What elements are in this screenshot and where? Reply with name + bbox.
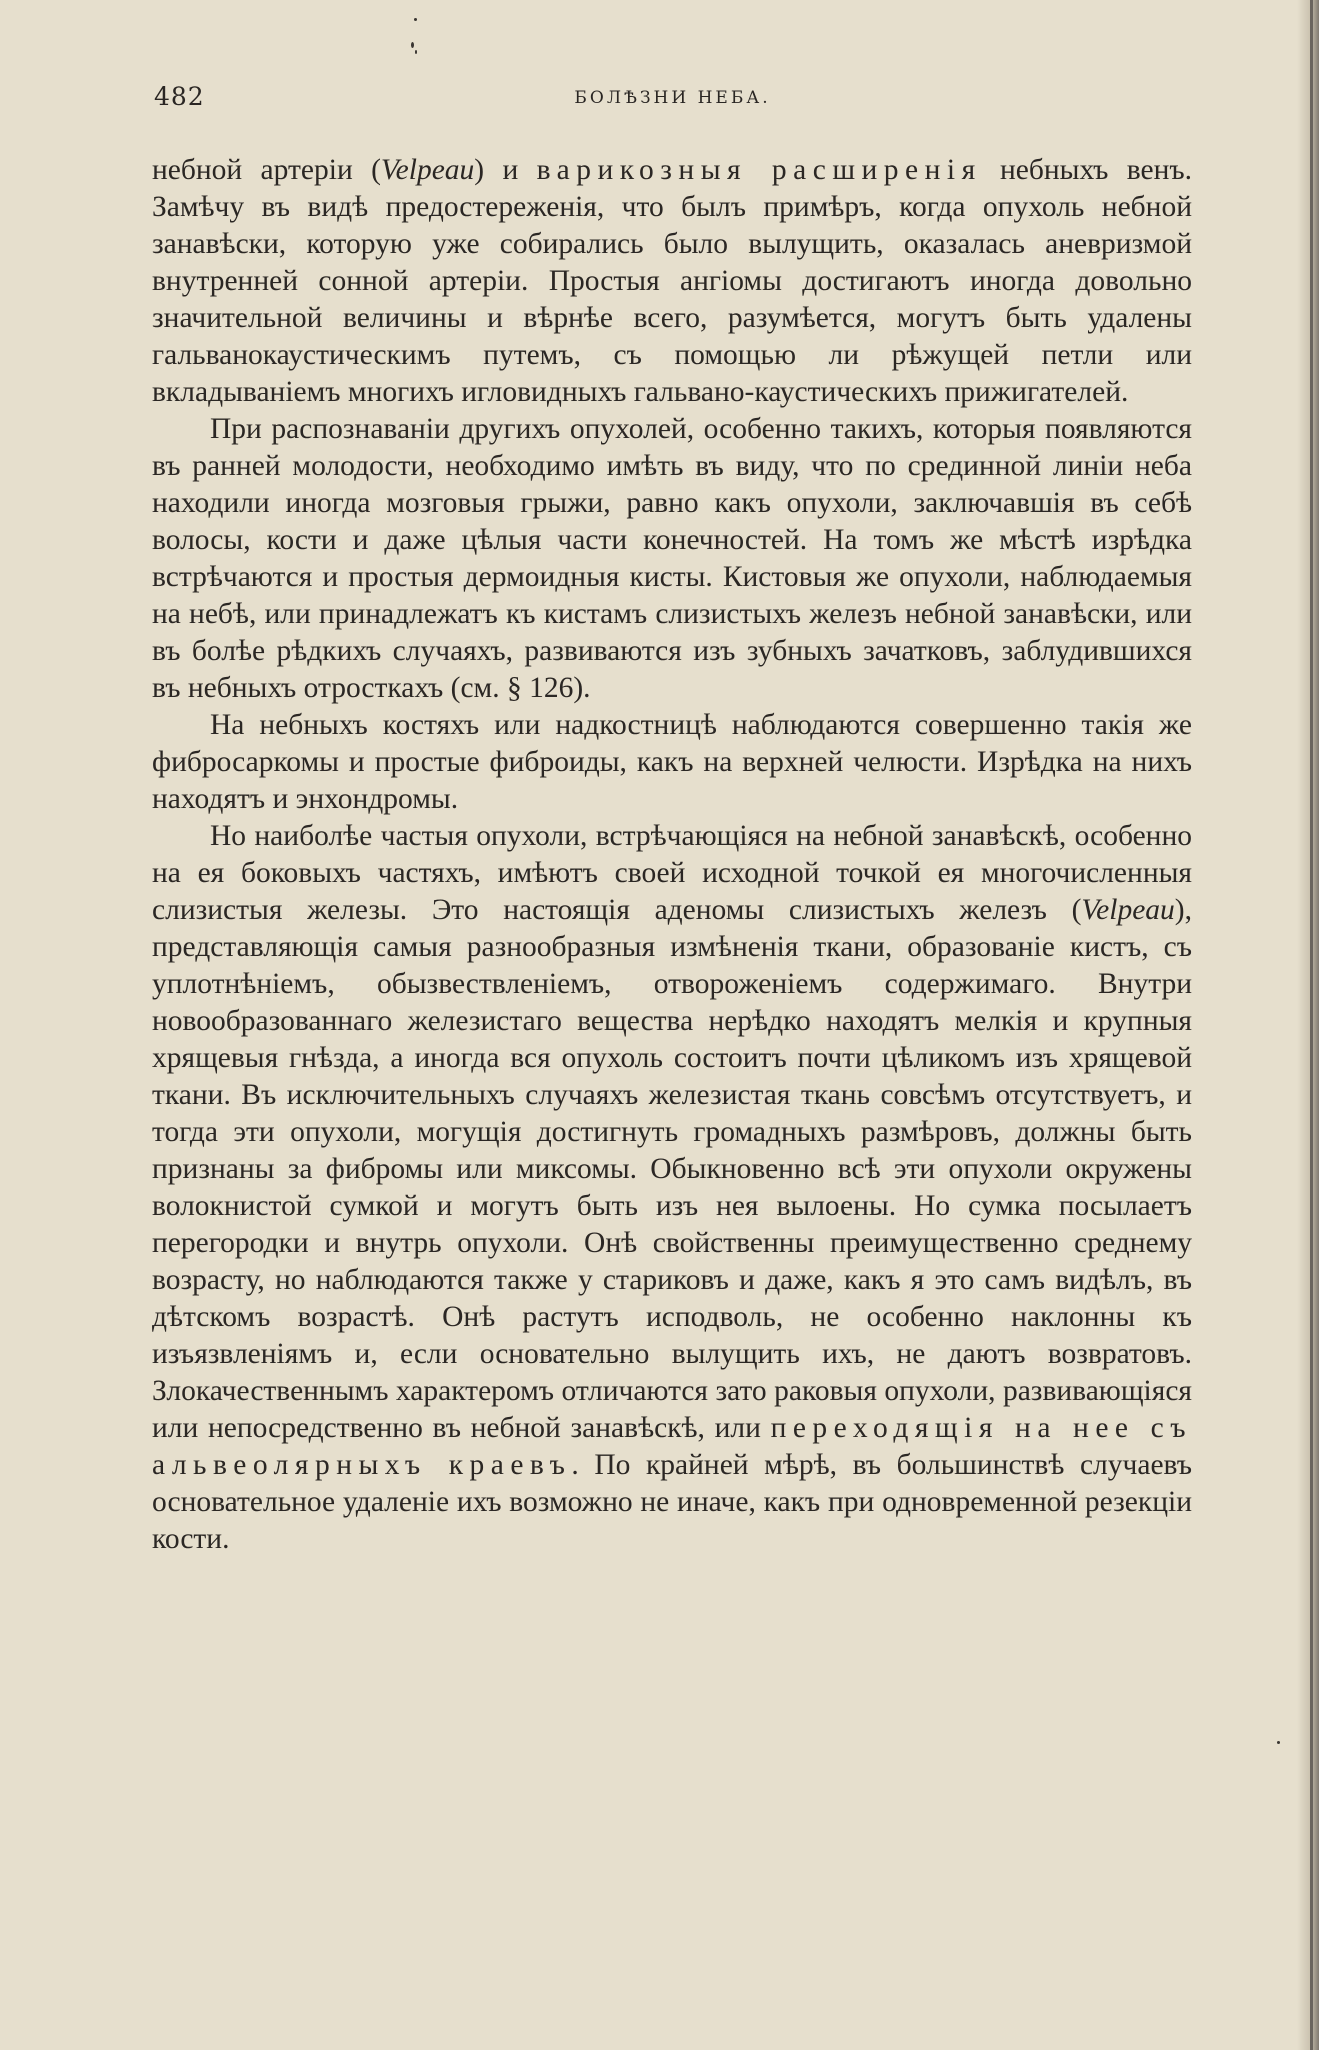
paragraph xyxy=(152,707,1192,818)
text-run: ), представляющія самыя разнообразныя измѣненія ткани, образованіе кистъ, съ уплотнѣніемъ, обызвествленіемъ, отвороженіемъ содержимаго. Внутри новообразованнаго железистаго вещества нерѣдко находятъ мелкія и крупныя хрящевыя гнѣзда, а иногда вся опухоль состоитъ почти цѣликомъ изъ хрящевой ткани. Въ исключительныхъ случаяхъ железистая ткань совсѣмъ отсутствуетъ, и тогда эти опухоли, могущія достигнуть громадныхъ размѣровъ, должны быть признаны за фибромы или миксомы. Обыкновенно всѣ эти опухоли окружены волокнистой сумкой и могутъ быть изъ нея вылоены. Но сумка посылаетъ перегородки и внутрь опухоли. Онѣ свойственны преимущественно среднему возрасту, но наблюдаются также у стариковъ и даже, какъ я это самъ видѣлъ, въ дѣтскомъ возрастѣ. Онѣ растутъ исподволь, не особенно наклонны къ изъязвленіямъ и, если основательно вылущить ихъ, не даютъ возвратовъ. Злокачественнымъ характеромъ отличаются зато раковыя опухоли, развивающіяся или непосредственно въ небной занавѣскѣ, или xyxy=(152,894,1192,1444)
body-text xyxy=(152,152,1192,1558)
text-run: . По крайней мѣрѣ, въ большинствѣ случаевъ основательное удаленіе ихъ возможно не иначе, какъ при одновременной резекціи кости. xyxy=(152,1449,1192,1555)
running-head xyxy=(150,82,1195,116)
print-speck xyxy=(415,50,417,54)
page-edge-shadow xyxy=(1297,0,1319,2050)
paragraph xyxy=(152,818,1192,1558)
print-speck xyxy=(411,42,414,48)
italic-citation: Velpeau xyxy=(1081,894,1175,926)
paragraph xyxy=(152,152,1192,411)
text-run: небной артеріи ( xyxy=(152,154,381,186)
text-run: Но наиболѣе частыя опухоли, встрѣчающіяся на небной занавѣскѣ, особенно на ея боковыхъ частяхъ, имѣютъ своей исходной точкой ея многочисленныя слизистыя железы. Это настоящія аденомы слизистыхъ железъ ( xyxy=(152,820,1192,926)
page-number: 482 xyxy=(154,82,205,111)
italic-citation: Velpeau xyxy=(380,154,475,186)
text-run: На небныхъ костяхъ или надкостницѣ наблюдаются совершенно такія же фибросаркомы и простые фиброиды, какъ на верхней челюсти. Изрѣдка на нихъ находятъ и энхондромы. xyxy=(152,709,1192,815)
paragraph xyxy=(152,411,1192,707)
emphasized-text: варикозныя расширенія xyxy=(536,154,982,186)
running-title: БОЛѢЗНИ НЕБА. xyxy=(574,88,771,108)
page-edge-line xyxy=(1310,0,1313,2050)
text-run: При распознаваніи другихъ опухолей, особенно такихъ, которыя появляются въ ранней молодости, необходимо имѣть въ виду, что по срединной линіи неба находили иногда мозговыя грыжи, равно какъ опухоли, заключавшія въ себѣ волосы, кости и даже цѣлыя части конечностей. На томъ же мѣстѣ изрѣдка встрѣчаются и простыя дермоидныя кисты. Кистовыя же опухоли, наблюдаемыя на небѣ, или принадлежатъ къ кистамъ слизистыхъ железъ небной занавѣски, или въ болѣе рѣдкихъ случаяхъ, развиваются изъ зубныхъ зачатковъ, заблудившихся въ небныхъ отросткахъ (см. § 126). xyxy=(152,413,1192,704)
emphasized-text: переходящія на нее съ альвеолярныхъ краевъ xyxy=(152,1412,1192,1481)
text-run: небныхъ венъ. Замѣчу въ видѣ предостереженія, что былъ примѣръ, когда опухоль небной занавѣски, которую уже собирались было вылущить, оказалась аневризмой внутренней сонной артеріи. Простыя ангіомы достигаютъ иногда довольно значительной величины и вѣрнѣе всего, разумѣется, могутъ быть удалены гальванокаустическимъ путемъ, съ помощью ли рѣжущей петли или вкладываніемъ многихъ игловидныхъ гальвано-каустическихъ прижигателей. xyxy=(152,154,1192,408)
text-run: ) и xyxy=(474,154,537,186)
print-speck xyxy=(414,18,417,21)
print-speck xyxy=(1277,1741,1280,1744)
